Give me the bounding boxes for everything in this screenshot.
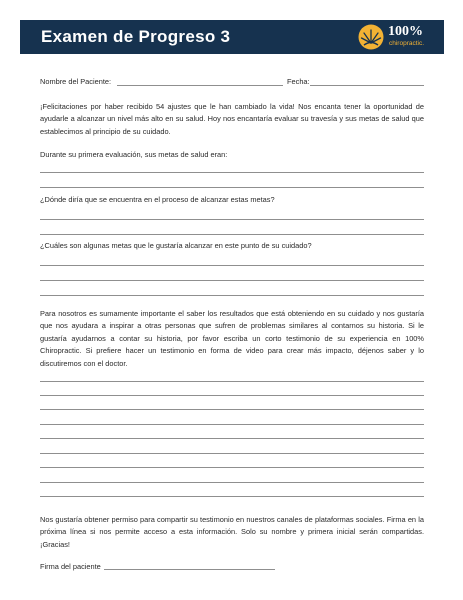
testimonial-line[interactable]: [40, 453, 424, 454]
date-label: Fecha:: [287, 77, 310, 86]
patient-name-field[interactable]: [117, 85, 283, 86]
answer-line[interactable]: [40, 265, 424, 266]
answer-line[interactable]: [40, 295, 424, 296]
logo-sunburst-icon: [358, 24, 384, 50]
page-title: Examen de Progreso 3: [41, 27, 231, 46]
chiropractic-logo: [358, 23, 432, 51]
answer-line[interactable]: [40, 234, 424, 235]
question-new-goals: ¿Cuáles son algunas metas que le gustaría alcanzar en este punto de su cuidado?: [40, 241, 312, 250]
testimonial-line[interactable]: [40, 381, 424, 382]
question-initial-goals: Durante su primera evaluación, sus metas de salud eran:: [40, 150, 228, 159]
signature-label: Firma del paciente: [40, 562, 101, 571]
testimonial-line[interactable]: [40, 424, 424, 425]
testimonial-line[interactable]: [40, 438, 424, 439]
testimonial-paragraph: Para nosotros es sumamente importante el saber los resultados que está obteniendo en su cuidado y nos gustaría que nos ayudara a inspirar a otras personas que sufren de problemas similares al contarnos su historia. Si le gustaría ayudarnos a contar su historia, por favor escriba un corto testimonio de su experiencia en 100% Chiropractic. Si prefiere hacer un testimonio en forma de video para crear más impacto, déjenos saber y lo discutiremos con el doctor.: [40, 309, 424, 368]
testimonial-line[interactable]: [40, 395, 424, 396]
logo-number: 100%: [388, 24, 423, 39]
question-goal-progress: ¿Dónde diría que se encuentra en el proceso de alcanzar estas metas?: [40, 195, 275, 204]
header-bar: [20, 20, 444, 54]
answer-line[interactable]: [40, 187, 424, 188]
testimonial-line[interactable]: [40, 409, 424, 410]
answer-line[interactable]: [40, 172, 424, 173]
patient-name-label: Nombre del Paciente:: [40, 77, 112, 86]
testimonial-line[interactable]: [40, 496, 424, 497]
testimonial-line[interactable]: [40, 467, 424, 468]
answer-line[interactable]: [40, 280, 424, 281]
intro-paragraph: ¡Felicitaciones por haber recibido 54 ajustes que le han cambiado la vida! Nos encanta tener la oportunidad de ayudarle a alcanzar un nivel más alto en su salud. Hoy nos encantaría evaluar su travesía y sus metas de salud que establecimos al principio de su cuidado.: [40, 102, 424, 136]
logo-text: chiropractic.: [389, 40, 425, 47]
answer-line[interactable]: [40, 219, 424, 220]
signature-field[interactable]: [104, 569, 275, 570]
testimonial-line[interactable]: [40, 482, 424, 483]
permission-paragraph: Nos gustaría obtener permiso para compartir su testimonio en nuestros canales de plataformas sociales. Firma en la próxima línea si nos permite acceso a esta información. Solo su nombre y primera inicial serán compartidas. ¡Gracias!: [40, 515, 424, 549]
date-field[interactable]: [310, 85, 424, 86]
